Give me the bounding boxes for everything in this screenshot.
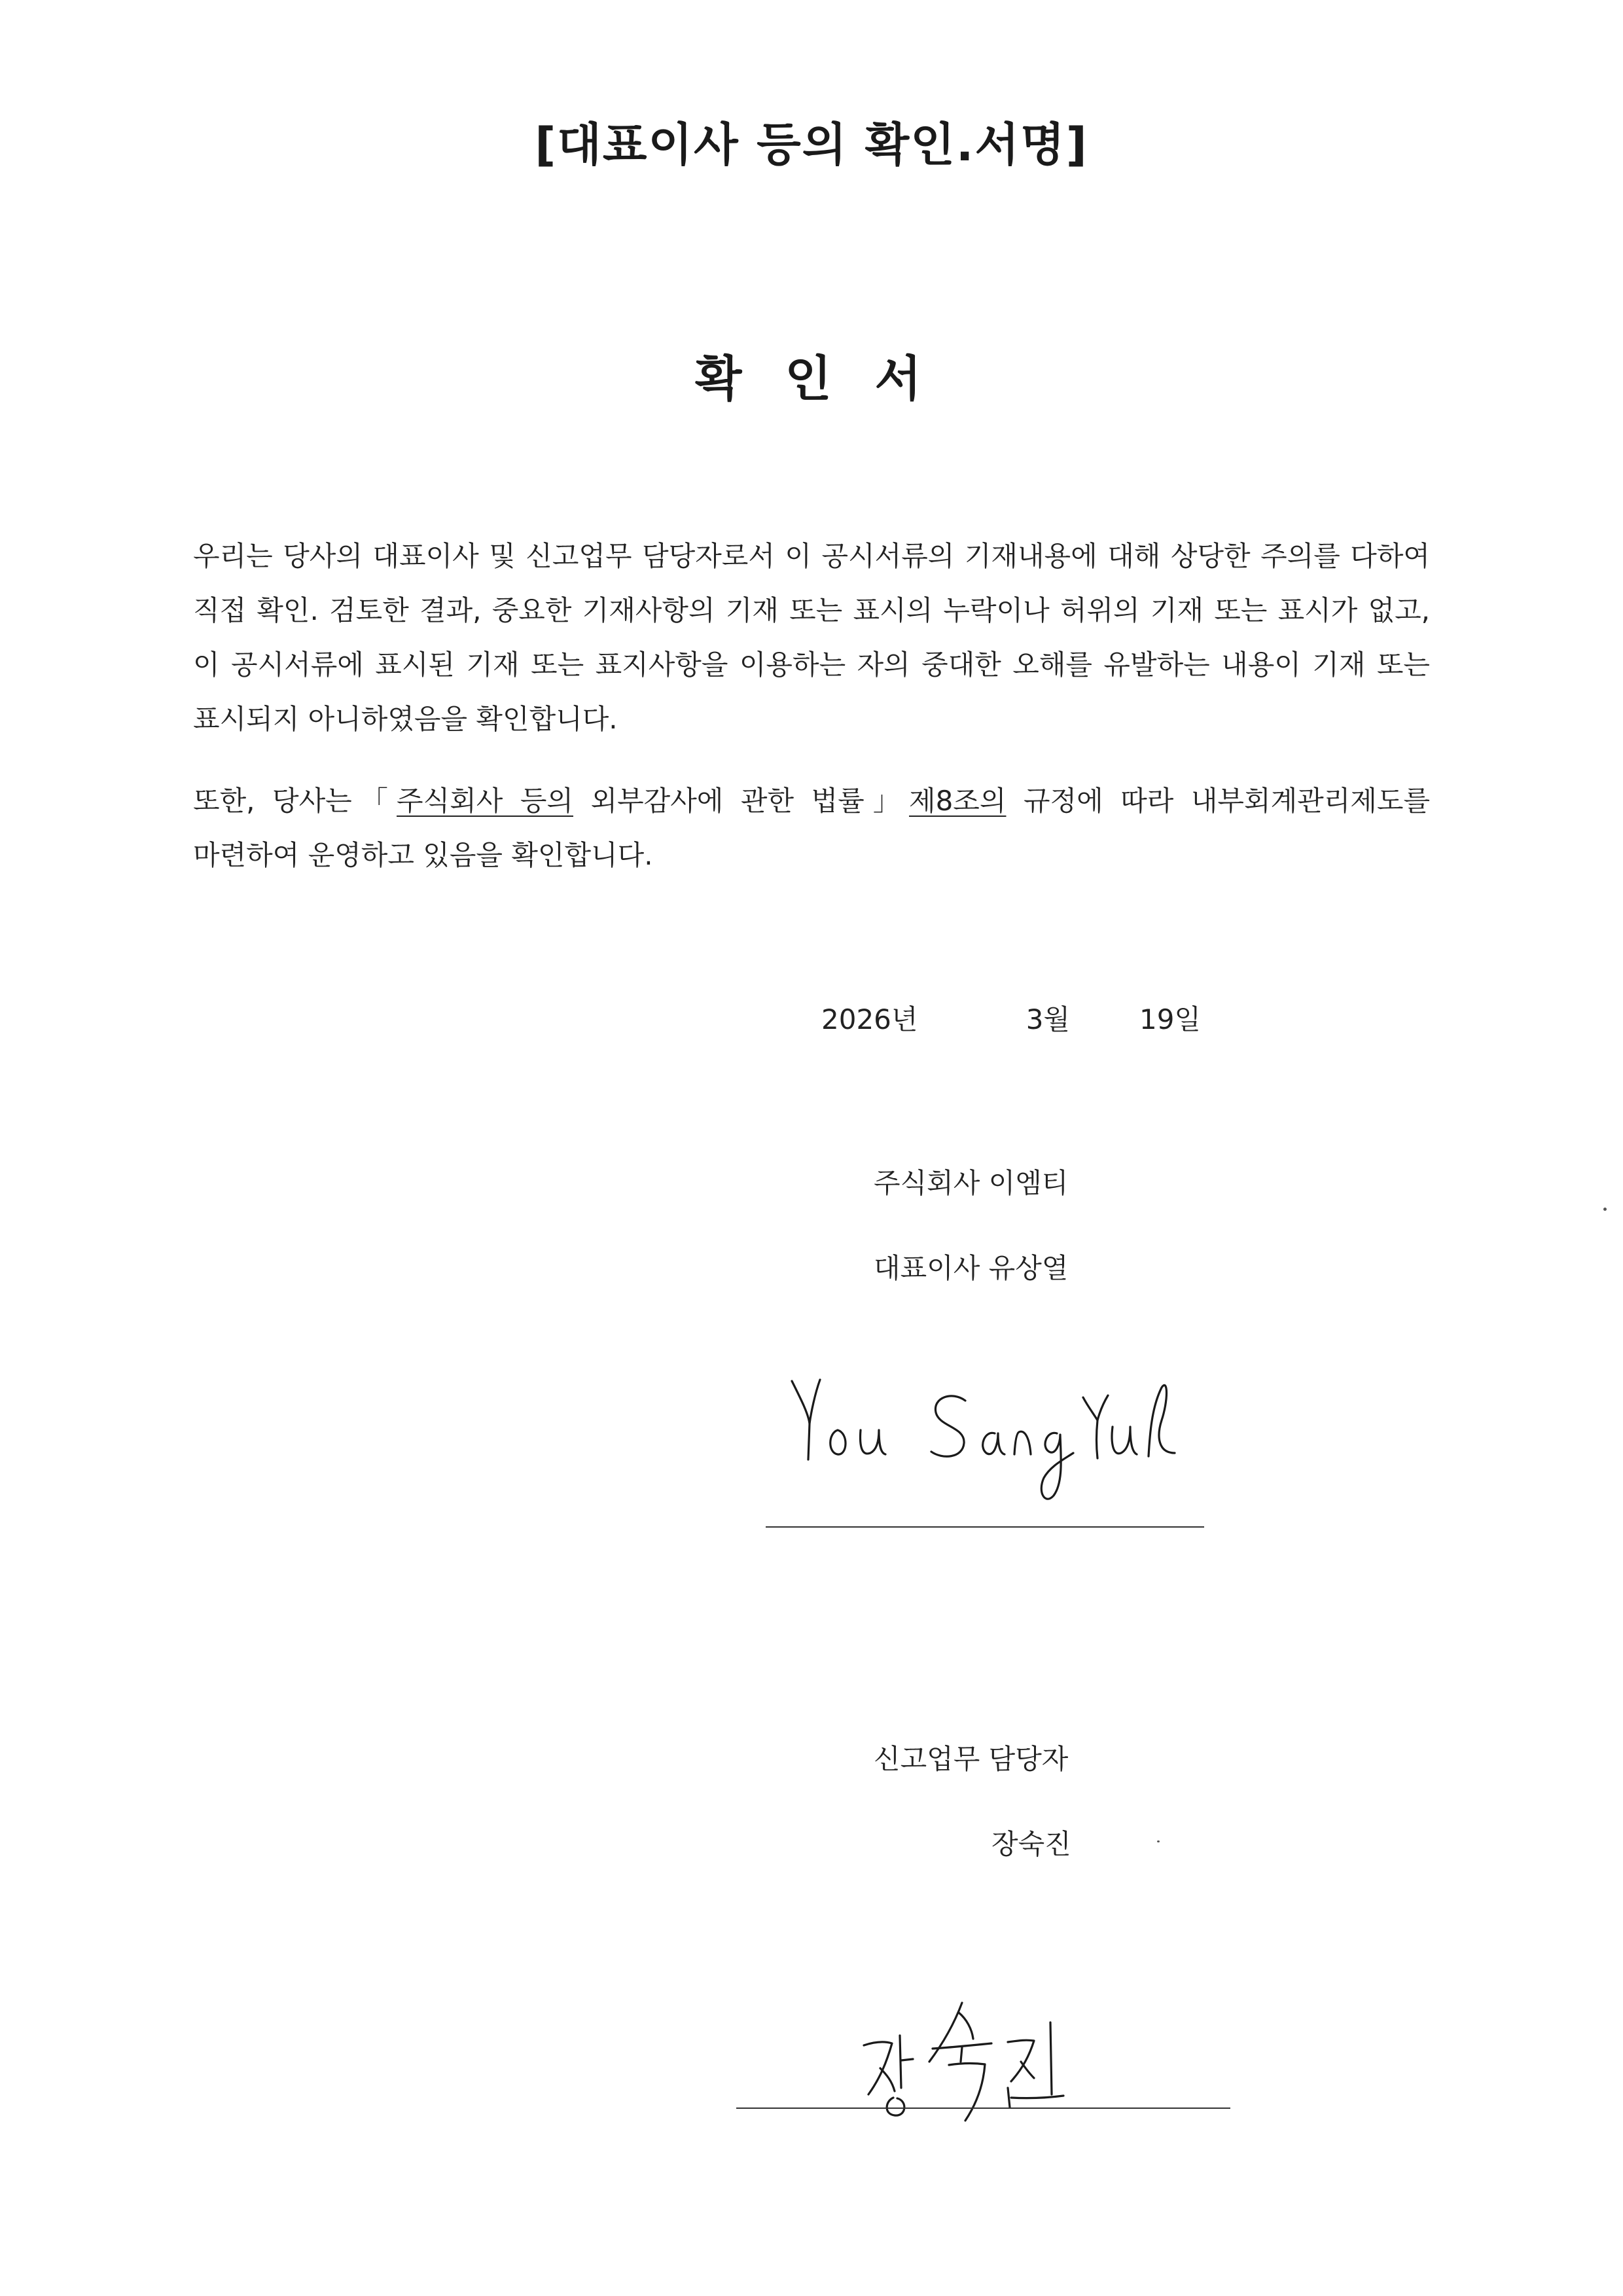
article-underlined: 제8조의	[909, 785, 1007, 817]
scan-speck	[1157, 1840, 1160, 1842]
document-title: 확 인 서	[695, 351, 928, 407]
paragraph2-part1: 또한, 당사는「	[193, 785, 397, 817]
header-title: [대표이사 등의 확인.서명]	[535, 118, 1088, 171]
ceo-signature	[776, 1361, 1201, 1505]
reporting-department: 신고업무 담당자	[874, 1743, 1069, 1775]
date-day: 19일	[1139, 1003, 1201, 1035]
internal-control-paragraph	[193, 774, 1430, 882]
date-month: 3월	[1026, 1003, 1070, 1035]
paragraph2-part2: 외부감사에 관한 법률」	[573, 785, 910, 817]
document-date	[821, 998, 1201, 1037]
reporting-person-name: 장숙진	[991, 1828, 1071, 1860]
reporting-signature-line	[736, 2108, 1230, 2109]
law-name-underlined: 주식회사 등의	[397, 785, 573, 817]
confirmation-paragraph: 우리는 당사의 대표이사 및 신고업무 담당자로서 이 공시서류의 기재내용에 대해 상당한 주의를 다하여 직접 확인. 검토한 결과, 중요한 기재사항의 기재 또는 표시의 누락이나 허위의 기재 또는 표시가 없고, 이 공시서류에 표시된 기재 또는 표지사항을 이용하는 자의 중대한 오해를 유발하는 내용이 기재 또는 표시되지 아니하였음을 확인합니다.	[193, 540, 1430, 735]
ceo-signature-line	[766, 1526, 1204, 1528]
reporting-person-signature	[854, 1983, 1083, 2127]
paragraph2-part3: 규정에 따라 내부회계관리제도를 마련하여 운영하고 있음을 확인합니다.	[193, 785, 1431, 871]
ceo-title-name: 대표이사 유상열	[874, 1252, 1069, 1284]
scan-speck	[1603, 1208, 1607, 1211]
company-name: 주식회사 이엠티	[874, 1167, 1069, 1199]
date-year: 2026년	[821, 1003, 918, 1035]
